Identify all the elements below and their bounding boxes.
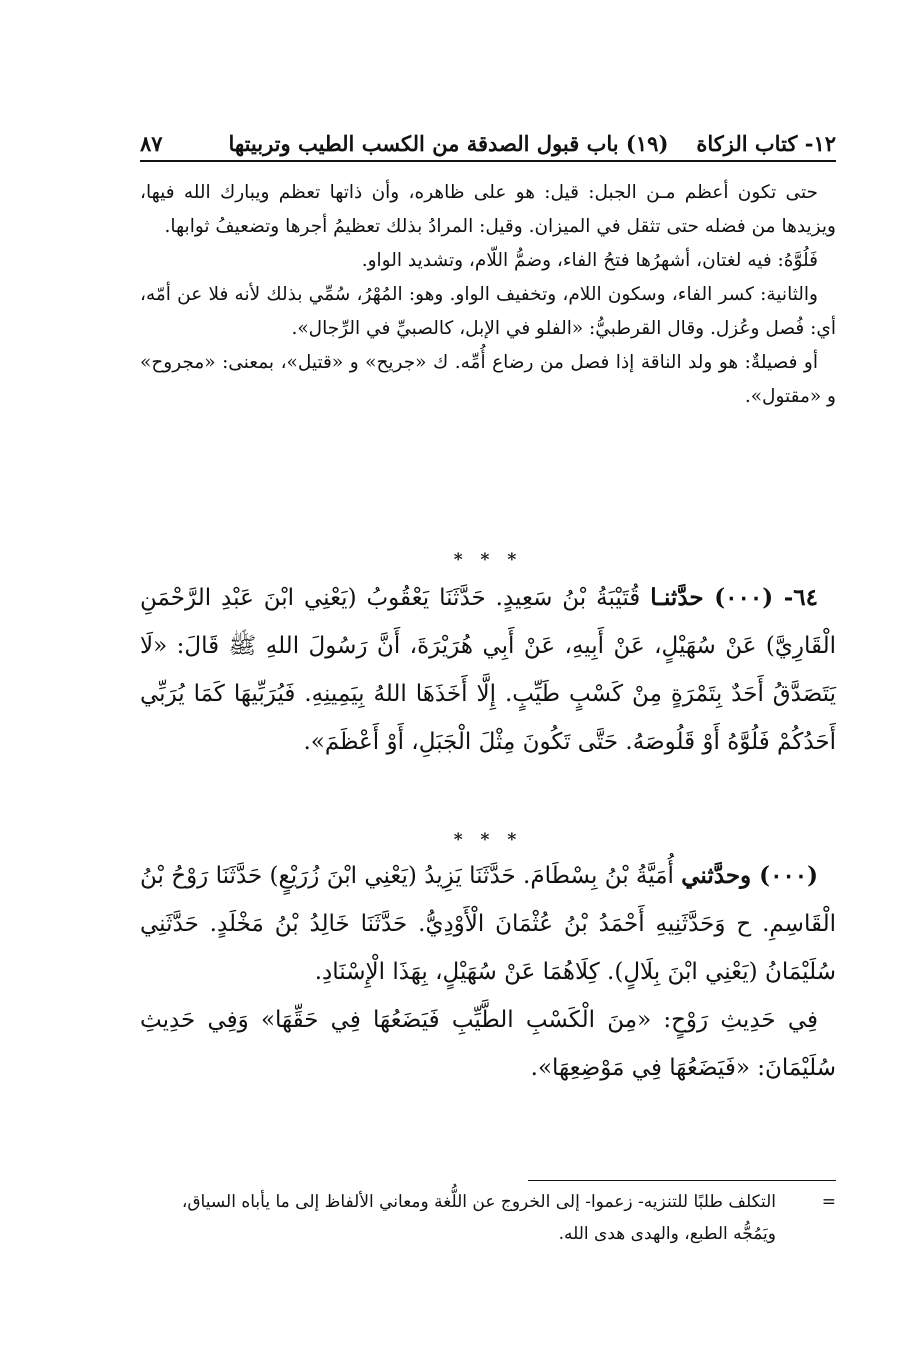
commentary-notes bbox=[140, 176, 836, 414]
hadith-64 bbox=[140, 574, 836, 766]
footnote-rule bbox=[528, 1180, 836, 1181]
book-title: ١٢- كتاب الزكاة bbox=[696, 131, 836, 156]
chapter-title: (١٩) باب قبول الصدقة من الكسب الطيب وتربيتها bbox=[228, 131, 669, 156]
hadith-paragraph bbox=[140, 574, 836, 766]
note-paragraph: حتى تكون أعظم مـن الجبل: قيل: هو على ظاهره، وأن ذاتها تعظم ويبارك الله فيها، ويزيدها من فضله حتى تثقل في الميزان. وقيل: المرادُ بذلك تعظيمُ أجرها وتضعيفُ ثوابها. bbox=[140, 182, 836, 237]
hadith-paragraph: فِي حَدِيثِ رَوْحٍ: «مِنَ الْكَسْبِ الطَّيِّبِ فَيَضَعُهَا فِي حَقِّهَا» وَفِي حَدِيثِ سُلَيْمَانَ: «فَيَضَعُهَا فِي مَوْضِعِهَا». bbox=[140, 1007, 836, 1081]
note-paragraph: أو فصيلةٌ: هو ولد الناقة إذا فصل من رضاع أُمِّه. ك «جريح» و «قتيل»، بمعنى: «مجروح» و «مقتول». bbox=[140, 352, 836, 407]
footnote-text: التكلف طلبًا للتنزيه- زعموا- إلى الخروج عن اللُّغة ومعاني الألفاظ إلى ما يأباه السياق، ويَمُجُّه الطبع، والهدى هدى الله. bbox=[181, 1192, 776, 1244]
footnote bbox=[140, 1186, 836, 1250]
note-paragraph: فَلُوَّهُ: فيه لغتان، أشهرُها فتحُ الفاء، وضمُّ اللّام، وتشديد الواو. bbox=[361, 250, 818, 271]
hadith-text: قُتَيْبَةُ بْنُ سَعِيدٍ. حَدَّثَنَا يَعْقُوبُ (يَعْنِي ابْنَ عَبْدِ الرَّحْمَنِ الْقَارِيَّ) عَنْ سُهَيْلٍ، عَنْ أَبِيهِ، عَنْ أَبِي هُرَيْرَةَ، أَنَّ رَسُولَ اللهِ ﷺ قَالَ: «لَا يَتَصَدَّقُ أَحَدٌ بِتَمْرَةٍ مِنْ كَسْبٍ طَيِّبٍ. إِلَّا أَخَذَهَا اللهُ بِيَمِينِهِ. فَيُرَبِّيهَا كَمَا يُرَبِّي أَحَدُكُمْ فَلُوَّهُ أَوْ قَلُوصَهُ. حَتَّى تَكُونَ مِثْلَ الْجَبَلِ، أَوْ أَعْظَمَ». bbox=[140, 585, 836, 755]
hadith-lead: ٦٤- (٠٠٠) حدَّثنـا bbox=[650, 584, 819, 611]
header-rule bbox=[140, 160, 836, 162]
note-paragraph: والثانية: كسر الفاء، وسكون اللام، وتخفيف الواو. وهو: المُهْرُ، سُمِّي بذلك لأنه فلا عن أمّه، أي: فُصل وعُزل. وقال القرطبيُّ: «الفلو في الإبل، كالصبيِّ في الرِّجال». bbox=[140, 284, 836, 339]
hadith-text: أُمَيَّةُ بْنُ بِسْطَامَ. حَدَّثَنَا يَزِيدُ (يَعْنِي ابْنَ زُرَيْعٍ) حَدَّثَنَا رَوْحُ بْنُ الْقَاسِمِ. ح وَحَدَّثَنِيهِ أَحْمَدُ بْنُ عُثْمَانَ الْأَوْدِيُّ. حَدَّثَنَا خَالِدُ بْنُ مَخْلَدٍ. حَدَّثَنِي سُلَيْمَانُ (يَعْنِي ابْنَ بِلَالٍ). كِلَاهُمَا عَنْ سُهَيْلٍ، بِهَذَا الْإِسْنَادِ. bbox=[140, 863, 836, 985]
section-separator: * * * bbox=[453, 550, 523, 570]
running-header bbox=[140, 122, 836, 156]
hadith-paragraph bbox=[140, 852, 836, 996]
page-number: ٨٧ bbox=[140, 131, 163, 156]
footnote-continuation-marker: = bbox=[821, 1192, 836, 1212]
section-separator: * * * bbox=[453, 830, 523, 850]
hadith-64-variant bbox=[140, 852, 836, 1092]
hadith-lead: (٠٠٠) وحدَّثني bbox=[681, 862, 819, 889]
